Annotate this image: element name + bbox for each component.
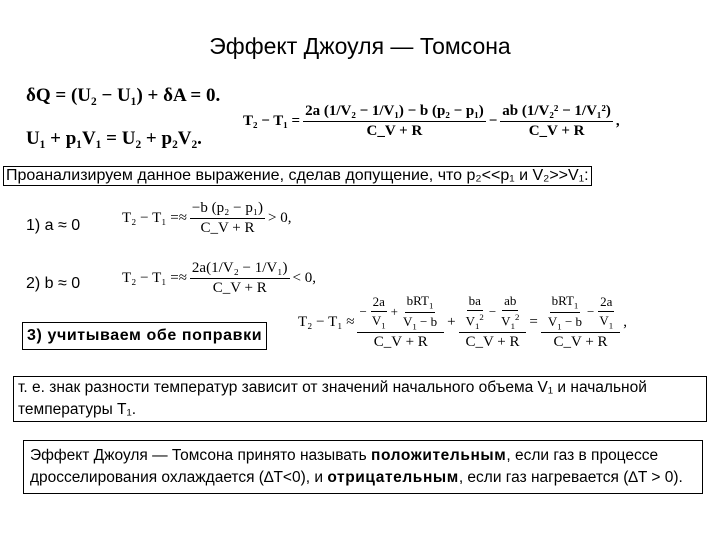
case2-numerator: 2a(1/V₂ − 1/V₁) — [190, 260, 290, 279]
definition-part3: , если газ нагревается (∆T > 0). — [458, 469, 683, 486]
general-temperature-equation: T₂ − T₁ = $\frac{\text{2a (1/V₂ − 1/V₁) − b (p₂ − p₁)}}{C\_V + R}$ − $\frac{\text{ab (1/V₂² − 1/V₁²)}}{C\_V + R}$ , — [243, 103, 620, 139]
case3-label: 3) учитываем обе поправки — [22, 322, 267, 350]
conclusion-text: т. е. знак разности температур зависит от значений начального объема V₁ и начальной температуры T₁. — [13, 376, 707, 422]
negative-term: отрицательным — [327, 469, 459, 486]
case1-denominator: C_V + R — [200, 220, 255, 236]
case3-denominator-2: C_V + R — [465, 334, 520, 351]
case2-tail: < 0, — [292, 270, 316, 286]
case3-denominator-3: C_V + R — [553, 334, 608, 351]
page-title: Эффект Джоуля — Томсона — [209, 33, 511, 59]
general-numerator-2: ab (1/V₂² − 1/V₁²) — [500, 103, 613, 122]
case2-lhs: T₂ − T₁ = — [122, 270, 179, 286]
general-lhs: T₂ − T₁ = — [243, 113, 301, 129]
definition-part1: Эффект Джоуля — Томсона принято называть — [30, 447, 372, 464]
analysis-intro: Проанализируем данное выражение, сделав допущение, что p₂<<p₁ и V₂>>V₁: — [3, 166, 592, 186]
case1-numerator: −b (p₂ − p₁) — [190, 200, 265, 219]
general-denominator-1: C_V + R — [366, 123, 423, 139]
definition-part2: , если газ в процессе дросселирования охлаждается (∆T<0), и — [30, 447, 659, 486]
case3-lhs: T₂ − T₁ ≈ — [298, 313, 355, 330]
enthalpy-equation: U₁ + p₁V₁ = U₂ + p₂V₂. — [26, 128, 202, 149]
energy-balance-equation: δQ = (U₂ − U₁) + δA = 0. — [26, 85, 221, 106]
case2-equation: T₂ − T₁ = ≈ $\frac{\text{2a(1/V₂ − 1/V₁)}}{C\_V + R}$ < 0, — [122, 260, 316, 296]
case1-lhs: T₂ − T₁ = — [122, 210, 179, 226]
case2-denominator: C_V + R — [212, 280, 267, 296]
case1-label: 1) a ≈ 0 — [26, 217, 81, 234]
general-denominator-2: C_V + R — [528, 123, 585, 139]
definition-paragraph — [23, 440, 703, 494]
case3-denominator-1: C_V + R — [373, 334, 428, 351]
general-numerator-1: 2a (1/V₂ − 1/V₁) − b (p₂ − p₁) — [303, 103, 486, 122]
case3-equation: T₂ − T₁ ≈ − $\frac{2a}{V_1}$ + $\frac{bRT_1}{V_1 - b}$ C_V + R + $\frac{ba}{V_1^2}$ − $\frac{ab}{V_1^2}$ C_V + R = $\frac{bRT_1}{V_1 - b}$ − $\frac{2a}{V_1}$ C_V + R , — [298, 293, 627, 351]
positive-term: положительным — [371, 447, 507, 464]
case1-tail: > 0, — [268, 210, 292, 226]
case1-equation: T₂ − T₁ = ≈ $\frac{\text{−b (p₂ − p₁)}}{C\_V + R}$ > 0, — [122, 200, 292, 236]
case2-label: 2) b ≈ 0 — [26, 275, 81, 292]
